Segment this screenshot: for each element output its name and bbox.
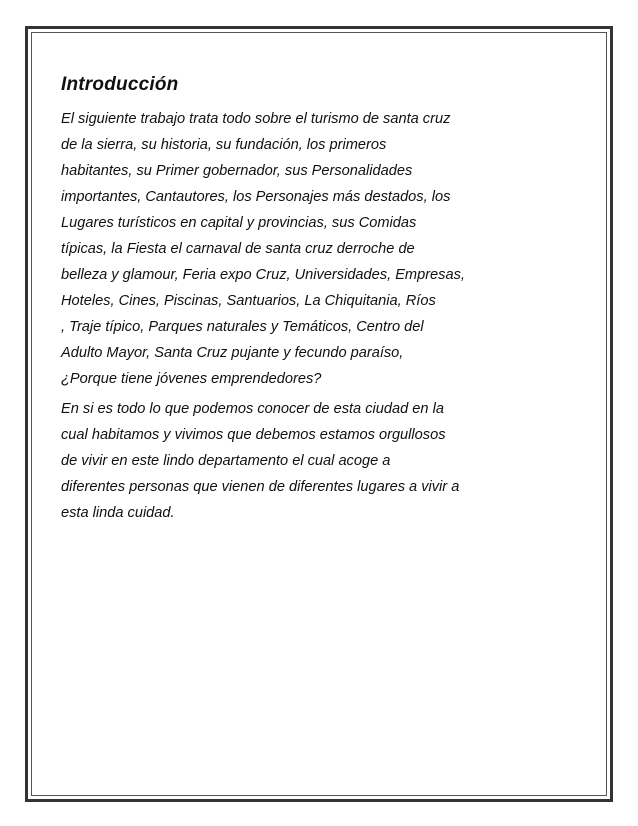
text-line: ¿Porque tiene jóvenes emprendedores?: [61, 371, 322, 387]
text-line: diferentes personas que vienen de diferentes lugares a vivir a: [61, 479, 460, 495]
text-line: Adulto Mayor, Santa Cruz pujante y fecundo paraíso,: [61, 345, 404, 361]
paragraph-intro: [61, 106, 541, 392]
document-heading: Introducción: [61, 74, 179, 95]
paragraph-conclusion: [61, 396, 541, 526]
text-line: El siguiente trabajo trata todo sobre el turismo de santa cruz: [61, 111, 451, 127]
text-line: belleza y glamour, Feria expo Cruz, Universidades, Empresas,: [61, 267, 465, 283]
text-line: cual habitamos y vivimos que debemos estamos orgullosos: [61, 427, 446, 443]
text-line: de vivir en este lindo departamento el cual acoge a: [61, 453, 391, 469]
text-line: habitantes, su Primer gobernador, sus Personalidades: [61, 163, 413, 179]
text-line: En si es todo lo que podemos conocer de esta ciudad en la: [61, 401, 444, 417]
document-body: [61, 74, 541, 526]
text-line: importantes, Cantautores, los Personajes más destados, los: [61, 189, 451, 205]
text-line: , Traje típico, Parques naturales y Temáticos, Centro del: [61, 319, 424, 335]
text-line: esta linda cuidad.: [61, 505, 175, 521]
text-line: típicas, la Fiesta el carnaval de santa cruz derroche de: [61, 241, 415, 257]
text-line: Lugares turísticos en capital y provincias, sus Comidas: [61, 215, 417, 231]
text-line: Hoteles, Cines, Piscinas, Santuarios, La Chiquitania, Ríos: [61, 293, 436, 309]
text-line: de la sierra, su historia, su fundación, los primeros: [61, 137, 387, 153]
